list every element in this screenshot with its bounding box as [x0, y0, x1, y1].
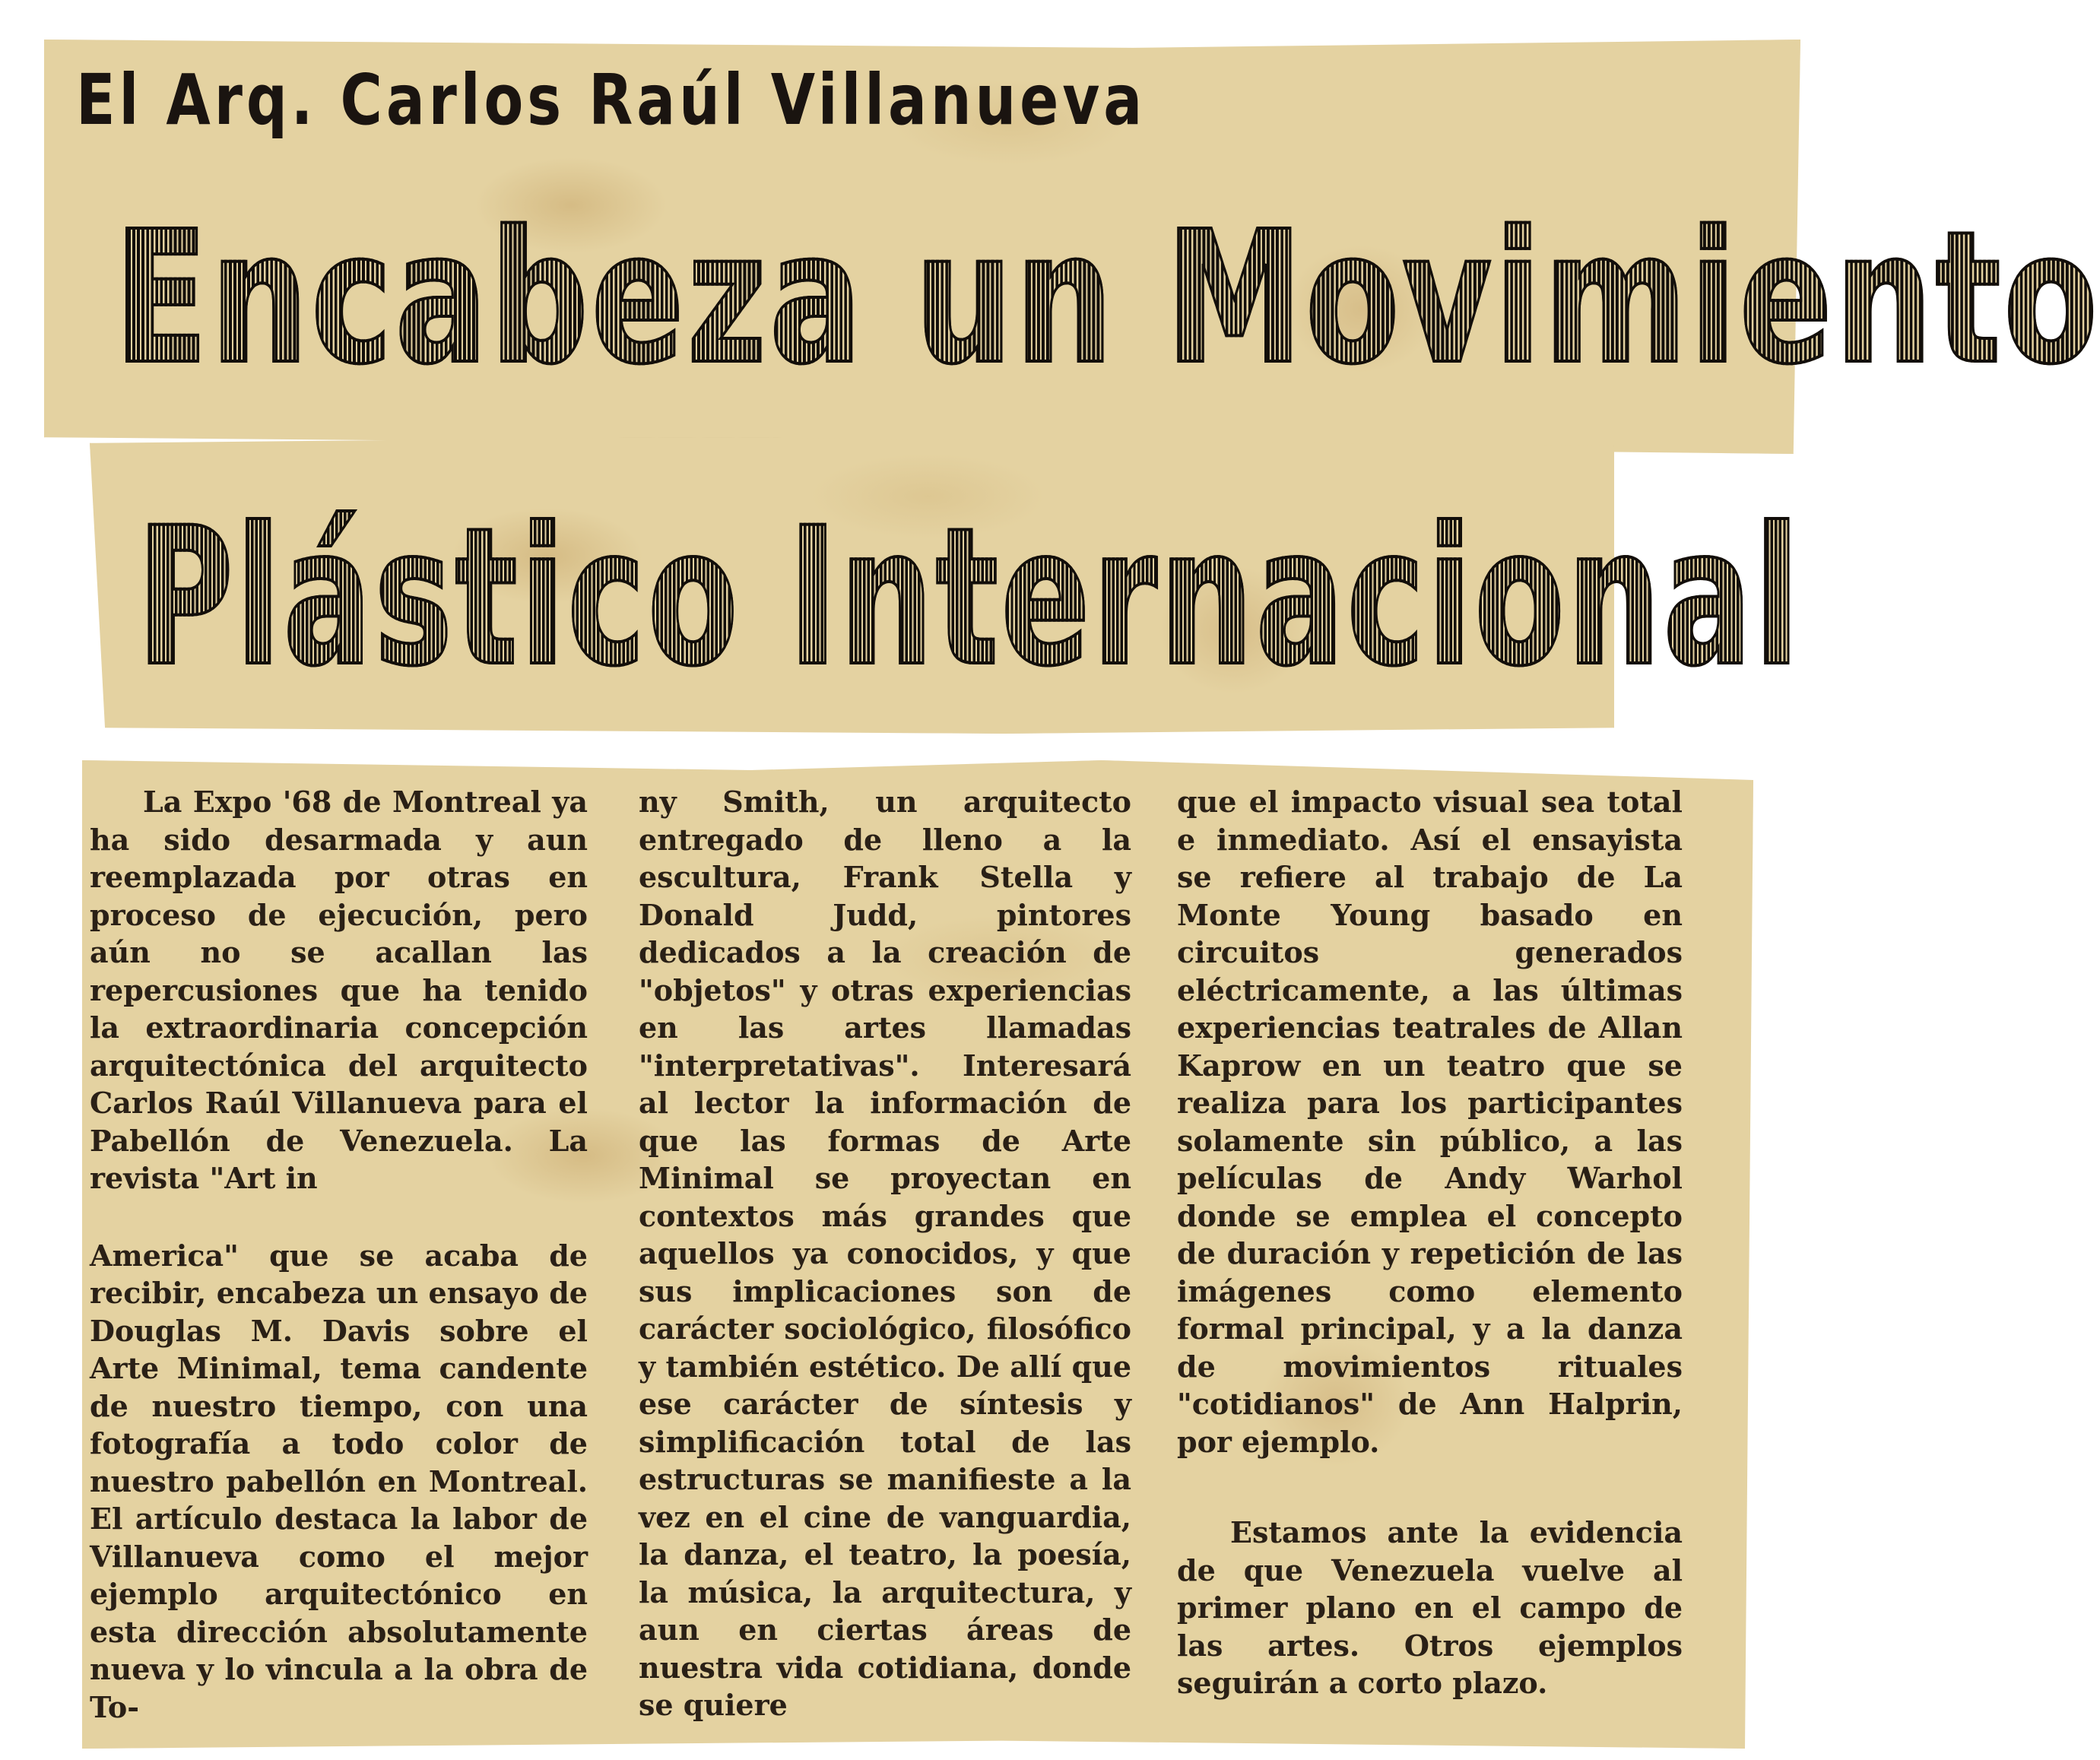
- article-column-2: [639, 783, 1131, 1724]
- paragraph: que el impacto visual sea total e inmediato. Así el ensayista se refiere al trabajo de La Monte Young basado en circuitos generados eléctricamente, a las últimas experiencias teatrales de Allan Kaprow en un teatro que se realiza para los participantes solamente sin público, a las películas de Andy Warhol donde se emplea el concepto de duración y repetición de las imágenes como elemento formal principal, y a la danza de movimientos rituales "cotidianos" de Ann Halprin, por ejemplo.: [1177, 785, 1683, 1459]
- paragraph: ny Smith, un arquitecto entregado de lleno a la escultura, Frank Stella y Donald Judd, pintores dedicados a la creación de "objetos" y otras experiencias en las artes llamadas "interpretativas". Interesará al lector la información de que las formas de Arte Minimal se proyectan en contextos más grandes que aquellos ya conocidos, y que sus implicaciones son de carácter sociológico, filosófico y también estético. De allí que ese carácter de síntesis y simplificación total de las estructuras se manifieste a la vez en el cine de vanguardia, la danza, el teatro, la poesía, la música, la arquitectura, y aun en ciertas áreas de nuestra vida cotidiana, donde se quiere: [639, 785, 1131, 1722]
- headline-line-1: Encabeza un Movimiento: [114, 192, 2100, 404]
- article-kicker: El Arq. Carlos Raúl Villanueva: [76, 59, 1147, 141]
- paragraph: Estamos ante la evidencia de que Venezuela vuelve al primer plano en el campo de las artes. Otros ejemplos seguirán a corto plazo.: [1177, 1515, 1683, 1700]
- headline-line-2: Plástico Internacional: [137, 487, 1802, 708]
- article-column-1: [90, 783, 588, 1726]
- paragraph: America" que se acaba de recibir, encabeza un ensayo de Douglas M. Davis sobre el Arte Minimal, tema candente de nuestro tiempo, con una fotografía a todo color de nuestro pabellón en Montreal. El artículo destaca la labor de Villanueva como el mejor ejemplo arquitectónico en esta dirección absolutamente nueva y lo vincula a la obra de To-: [90, 1238, 588, 1724]
- article-column-3: [1177, 783, 1683, 1702]
- paragraph: La Expo '68 de Montreal ya ha sido desarmada y aun reemplazada por otras en proceso de ejecución, pero aún no se acallan las repercusiones que ha tenido la extraordinaria concepción arquitectónica del arquitecto Carlos Raúl Villanueva para el Pabellón de Venezuela. La revista "Art in: [90, 785, 588, 1195]
